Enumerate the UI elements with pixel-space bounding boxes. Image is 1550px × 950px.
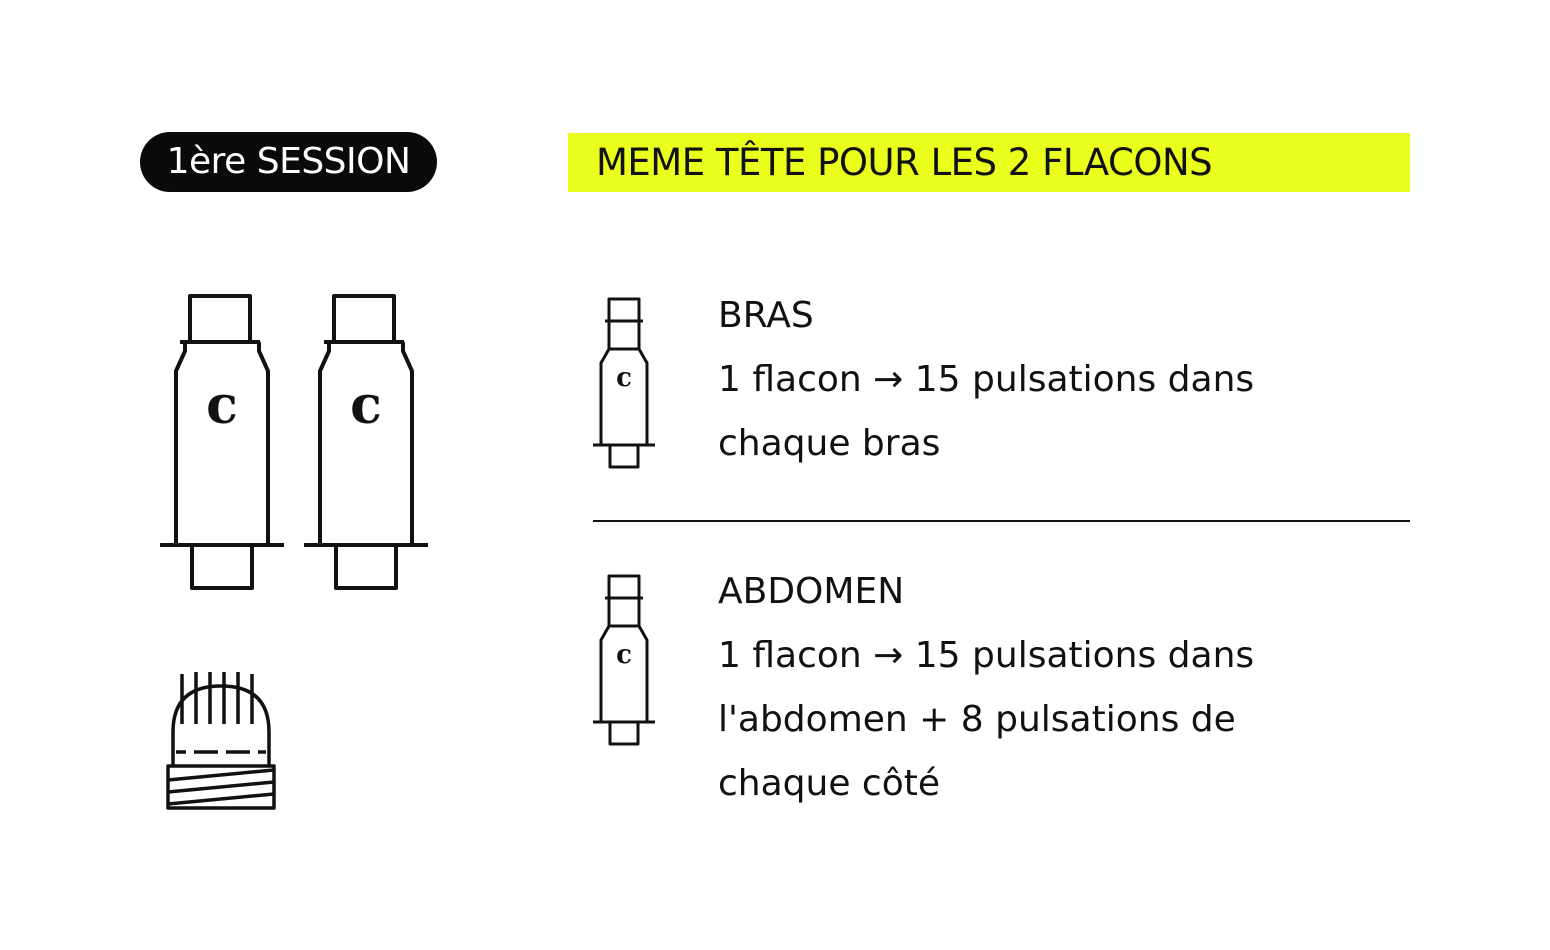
bottle-icon (302, 293, 430, 593)
bottle-logo: c (616, 640, 632, 670)
small-bottle-icon (591, 297, 657, 473)
item-description: 1 flacon → 15 pulsations dans chaque bras (718, 359, 1255, 464)
headline: MEME TÊTE POUR LES 2 FLACONS (568, 133, 1410, 192)
item-label: BRAS (718, 295, 814, 336)
item-label: ABDOMEN (718, 571, 905, 612)
item-description: 1 flacon → 15 pulsations dans l'abdomen + 8 pulsations de chaque côté (718, 635, 1255, 804)
small-bottle-icon (591, 574, 657, 750)
session-badge: 1ère SESSION (140, 132, 437, 192)
bottle-logo: c (616, 363, 632, 393)
applicator-head-icon (164, 668, 278, 814)
bottle-logo: c (350, 375, 382, 436)
bottle-icon (158, 293, 286, 593)
divider (593, 520, 1410, 522)
item-bras (718, 284, 1438, 476)
item-abdomen (718, 560, 1438, 816)
bottle-logo: c (206, 375, 238, 436)
